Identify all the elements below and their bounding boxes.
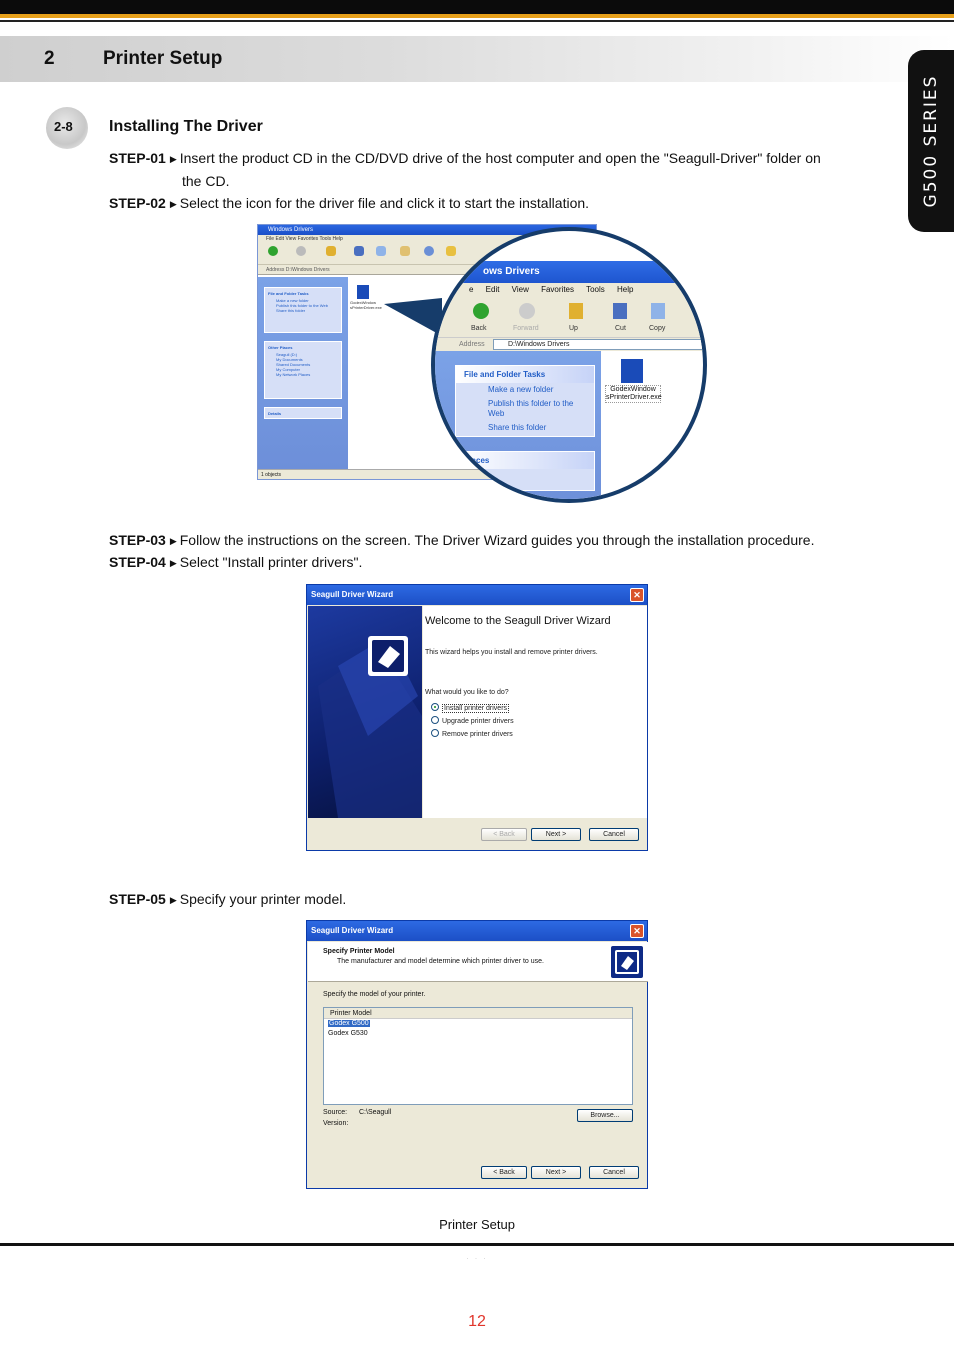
step-01	[109, 147, 859, 170]
source-label: Source:	[323, 1109, 348, 1116]
option-remove-drivers[interactable]: Remove printer drivers	[431, 729, 513, 738]
zoom-forward-label: Forward	[513, 325, 539, 332]
option-upgrade-drivers[interactable]: Upgrade printer drivers	[431, 716, 514, 725]
option-install-drivers[interactable]: Install printer drivers	[431, 703, 509, 712]
footer-rule	[0, 1243, 954, 1246]
up-folder-icon	[569, 303, 583, 319]
step-text: Follow the instructions on the screen. The Driver Wizard guides you through the installation procedure.	[179, 532, 815, 548]
back-button[interactable]: < Back	[481, 828, 527, 841]
next-button[interactable]: Next >	[531, 1166, 581, 1179]
wizard-model-subheading: The manufacturer and model determine which printer driver to use.	[337, 958, 544, 965]
step-text: Specify your printer model.	[179, 891, 347, 907]
page-number: 12	[468, 1313, 486, 1330]
step-label: STEP-03	[109, 532, 166, 548]
close-icon[interactable]: ✕	[630, 588, 644, 602]
section-title: Printer Setup	[103, 48, 223, 69]
step-arrow-icon: ▶	[169, 154, 177, 164]
printer-art-icon	[308, 606, 422, 818]
close-icon[interactable]: ✕	[630, 924, 644, 938]
subsection-number: 2-8	[54, 119, 73, 134]
radio-icon[interactable]	[431, 729, 439, 737]
top-black-bar	[0, 0, 954, 14]
version-label: Version:	[323, 1120, 349, 1127]
step-label: STEP-05	[109, 891, 166, 907]
explorer-task-pane	[258, 277, 348, 469]
zoom-address-label: Address	[435, 337, 707, 351]
list-header: Printer Model	[324, 1008, 632, 1019]
tasks-panel: File and Folder Tasks Make a new folder Publish this folder to the Web Share this folder	[264, 287, 342, 333]
zoom-tasks-panel: File and Folder Tasks Make a new folder Publish this folder to the Web Share this folder	[455, 365, 595, 437]
radio-selected-icon[interactable]	[431, 703, 439, 711]
top-orange-stripe	[0, 14, 954, 18]
cut-icon	[354, 246, 364, 256]
source-value: C:\Seagull	[359, 1109, 392, 1116]
printer-icon	[611, 946, 643, 978]
radio-icon[interactable]	[431, 716, 439, 724]
wizard-title-bar: Seagull Driver Wizard ✕	[307, 585, 647, 605]
back-icon	[268, 246, 278, 256]
top-thin-line	[0, 20, 954, 22]
step-label: STEP-01	[109, 150, 166, 166]
step-arrow-icon: ▶	[169, 199, 177, 209]
step-01-continued: the CD.	[182, 173, 230, 189]
zoom-task-pane	[435, 351, 601, 503]
wizard-model-window	[306, 920, 648, 1189]
zoom-copy-label: Copy	[649, 325, 666, 332]
copy-icon	[651, 303, 665, 319]
subsection-title: Installing The Driver	[109, 118, 263, 135]
step-label: STEP-04	[109, 554, 166, 570]
list-item[interactable]: Godex G530	[328, 1030, 368, 1037]
zoom-back-label: Back	[471, 325, 487, 332]
wizard-model-question: Specify the model of your printer.	[323, 991, 426, 998]
copy-icon	[376, 246, 386, 256]
explorer-title-bar: Windows Drivers	[258, 225, 596, 235]
wizard-title-bar: Seagull Driver Wizard ✕	[307, 921, 647, 941]
wizard-welcome-window	[306, 584, 648, 851]
wizard-welcome-heading: Welcome to the Seagull Driver Wizard	[425, 615, 611, 627]
step-05	[109, 888, 859, 911]
step-02	[109, 192, 859, 215]
explorer-status-bar: 1 objects	[258, 469, 596, 479]
explorer-menu-bar: File Edit View Favorites Tools Help	[258, 235, 596, 243]
wizard-model-heading: Specify Printer Model	[323, 948, 395, 955]
section-number: 2	[44, 48, 55, 69]
footer-caption: Printer Setup	[439, 1217, 515, 1232]
forward-icon	[519, 303, 535, 319]
next-button[interactable]: Next >	[531, 828, 581, 841]
step-text: Select the icon for the driver file and click it to start the installation.	[179, 195, 590, 211]
places-panel: Other Places Seagull (D:) My Documents Shared Documents My Computer My Network Places	[264, 341, 342, 399]
step-text: Select "Install printer drivers".	[179, 554, 363, 570]
wizard-welcome-question: What would you like to do?	[425, 689, 509, 696]
zoom-magnifier	[431, 227, 707, 503]
step-text: Insert the product CD in the CD/DVD drive of the host computer and open the "Seagull-Driver" folder on	[179, 150, 821, 166]
details-panel: Details	[264, 407, 342, 419]
printer-model-list[interactable]	[323, 1007, 633, 1105]
forward-icon	[296, 246, 306, 256]
cut-icon	[613, 303, 627, 319]
zoom-toolbar	[435, 297, 707, 337]
step-label: STEP-02	[109, 195, 166, 211]
zoom-up-label: Up	[569, 325, 578, 332]
zoom-driver-file-icon[interactable]	[621, 359, 643, 383]
cancel-button[interactable]: Cancel	[589, 1166, 639, 1179]
back-icon	[473, 303, 489, 319]
zoom-address-field[interactable]: D:\Windows Drivers	[493, 339, 703, 350]
browse-button[interactable]: Browse...	[577, 1109, 633, 1122]
zoom-menu-bar: e Edit View Favorites Tools Help	[435, 283, 707, 297]
cancel-button[interactable]: Cancel	[589, 828, 639, 841]
driver-file-label: GodexWindow sPrinterDriver.exe	[350, 300, 382, 310]
footer-dots: . . .	[466, 1252, 488, 1261]
side-series-label: G500 SERIES	[921, 74, 941, 208]
step-03	[109, 529, 859, 552]
back-button[interactable]: < Back	[481, 1166, 527, 1179]
list-item[interactable]: Godex G500	[329, 1020, 369, 1027]
explorer-address-bar: Address D:\Windows Drivers	[258, 265, 596, 275]
zoom-cut-label: Cut	[615, 325, 626, 332]
driver-file-icon[interactable]	[357, 285, 369, 299]
up-folder-icon	[326, 246, 336, 256]
step-arrow-icon: ▶	[169, 558, 177, 568]
zoom-places-panel: Places	[455, 451, 595, 491]
search-icon	[424, 246, 434, 256]
zoom-title-bar: ows Drivers	[435, 261, 707, 283]
step-arrow-icon: ▶	[169, 895, 177, 905]
step-04	[109, 551, 859, 574]
paste-icon	[400, 246, 410, 256]
step-arrow-icon: ▶	[169, 536, 177, 546]
wizard-welcome-intro: This wizard helps you install and remove printer drivers.	[425, 649, 598, 656]
zoom-driver-file-label: GodexWindow sPrinterDriver.exe	[606, 386, 662, 401]
wizard-side-art	[308, 606, 422, 818]
